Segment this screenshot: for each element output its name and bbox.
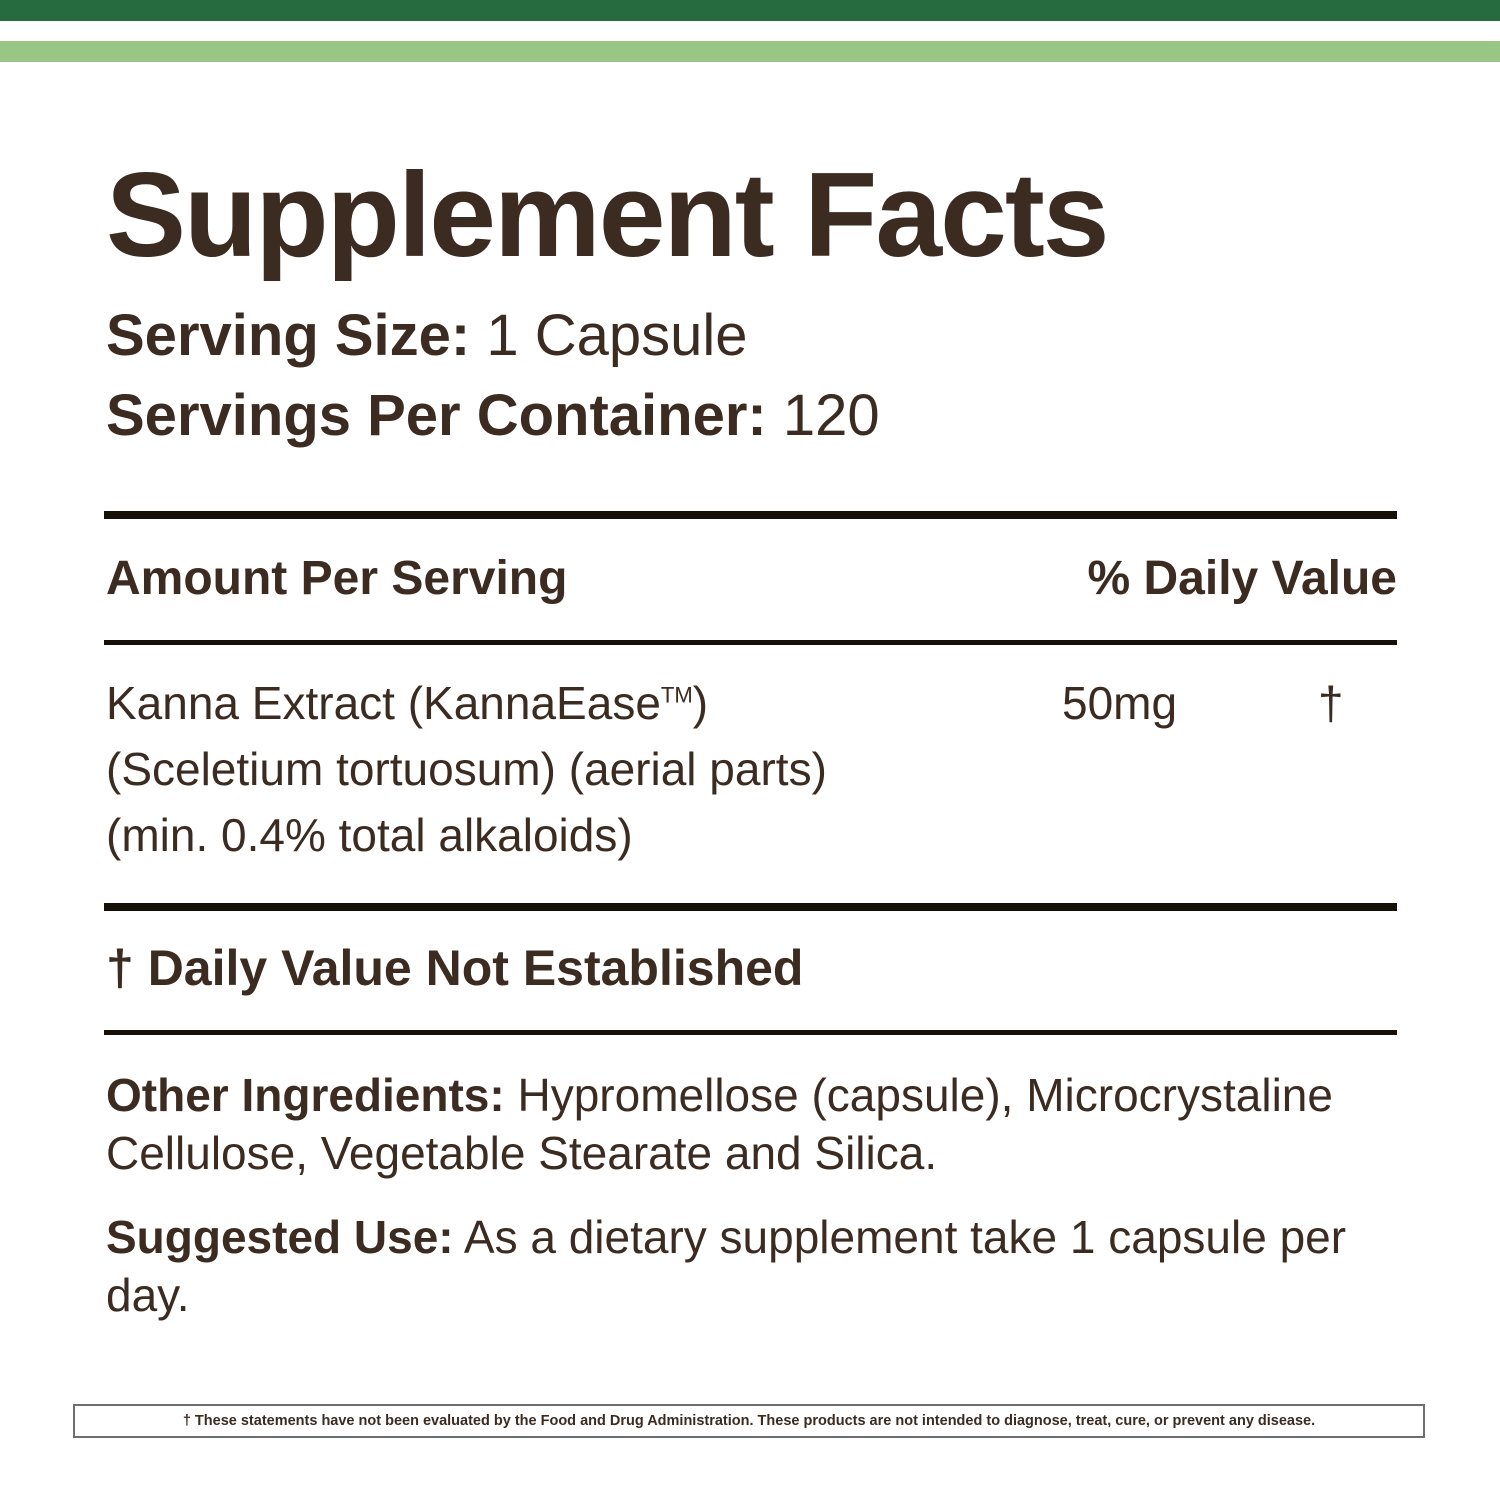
- table-row: [106, 670, 1397, 736]
- ingredient-amount: 50mg: [1062, 677, 1178, 729]
- ingredient-name-text: Kanna Extract (KannaEase: [106, 677, 661, 729]
- servings-per-container-line: [106, 376, 880, 456]
- ingredient-standardization-line: (min. 0.4% total alkaloids): [106, 809, 633, 861]
- table-header-row: [106, 549, 1397, 609]
- servings-per-container-label: Servings Per Container:: [106, 383, 767, 448]
- serving-size-value: 1 Capsule: [470, 303, 748, 368]
- other-ingredients-label: Other Ingredients:: [106, 1069, 505, 1121]
- divider-thin-under-header: [104, 640, 1397, 645]
- daily-value-footnote: † Daily Value Not Established: [106, 940, 804, 996]
- ingredient-botanical-line: (Sceletium tortuosum) (aerial parts): [106, 743, 827, 795]
- trademark-superscript: TM: [660, 682, 693, 708]
- percent-daily-value-header: % Daily Value: [1087, 552, 1397, 605]
- amount-per-serving-header: Amount Per Serving: [106, 552, 568, 605]
- ingredient-table: [106, 670, 1397, 868]
- ingredient-name: [106, 677, 708, 729]
- servings-per-container-value: 120: [766, 383, 880, 448]
- other-ingredients-text: Hypromellose (capsule), Microcrystaline Cellulose, Vegetable Stearate and Silica.: [106, 1069, 1333, 1179]
- suggested-use-text: As a dietary supplement take 1 capsule per day.: [106, 1211, 1347, 1321]
- divider-thin-under-footnote: [104, 1030, 1397, 1035]
- suggested-use-paragraph: [106, 1208, 1397, 1324]
- other-ingredients-paragraph: [106, 1066, 1397, 1182]
- ingredient-daily-value-dagger: †: [1318, 677, 1344, 729]
- serving-size-label: Serving Size:: [106, 303, 471, 368]
- divider-thick-bottom: [104, 903, 1397, 911]
- serving-info: [106, 296, 880, 456]
- divider-thick-top: [104, 511, 1397, 519]
- suggested-use-label: Suggested Use:: [106, 1211, 454, 1263]
- supplement-facts-panel: [104, 0, 1397, 1500]
- fda-disclaimer-text: † These statements have not been evaluated by the Food and Drug Administration. These products are not intended to diagnose, treat, cure, or prevent any disease.: [182, 1413, 1316, 1429]
- serving-size-line: [106, 296, 880, 376]
- fda-disclaimer-box: [73, 1404, 1425, 1438]
- panel-title: Supplement Facts: [106, 148, 1108, 282]
- ingredient-name-close-paren: ): [692, 677, 709, 729]
